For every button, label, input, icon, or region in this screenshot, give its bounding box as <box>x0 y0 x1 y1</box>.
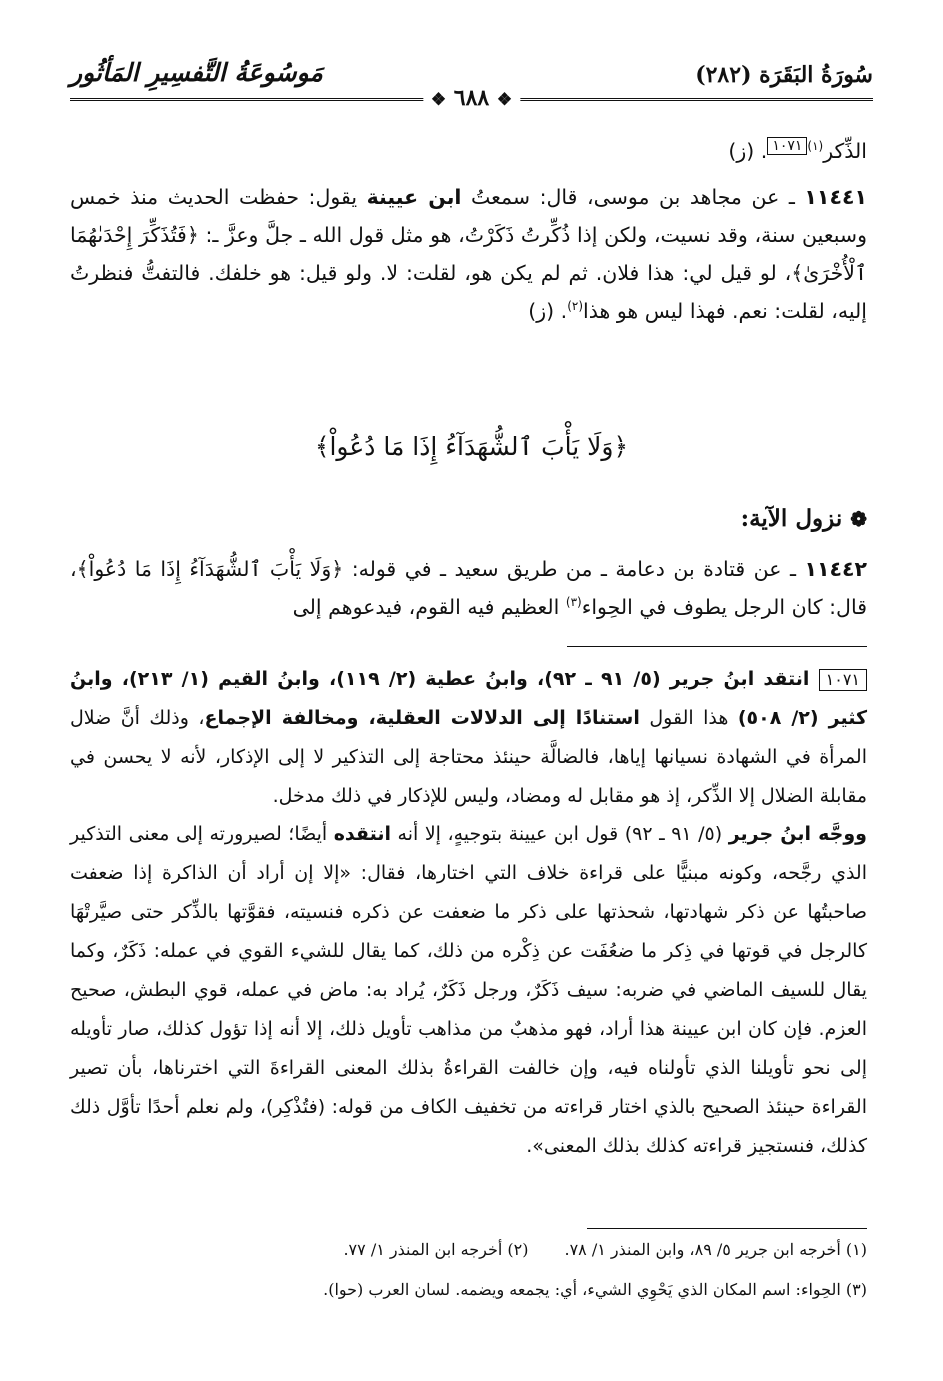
ornament-icon: ❖ <box>496 90 513 110</box>
footnote-ref: (٣) <box>565 595 582 610</box>
footnote-2: (٢) أخرجه ابن المنذر ١/ ٧٧. <box>343 1240 529 1259</box>
ornament-icon: ❖ <box>430 90 447 110</box>
commentary-para-2: ووجَّه ابنُ جرير (٥/ ٩١ ـ ٩٢) قول ابن عيينة بتوجيهٍ، إلا أنه انتقده أيضًا؛ لصيرورته إلى معنى التذكير الذي رجَّحه، وكونه مبنيًّا على قراءة خلاف التي اختارها، فقال: «إلا إن أراد أن الذاكرة إذا ضعفت صاحبتُها عن ذكر شهادتها، شحذتها على ذكر ما ضعفت عن ذكره فنسيته، فقوَّتها بالذِّكر حتى صيَّرتْهَا كالرجل في قوتها في ذِكر ما ضعُفَت عن ذِكْره من ذلك، كما يقال للشيء القوي في عمله: ذَكَرٌ، وكما يقال للسيف الماضي في ضربه: سيف ذَكَرٌ، ورجل ذَكَرٌ، يُراد به: ماض في عمله، قوي البطش، صحيح العزم. فإن كان ابن عيينة هذا أراد، فهو مذهبٌ من مذاهب تأويل ذلك، إلا أنه إذا تؤول كذلك، صار تأويله إلى نحو تأويلنا الذي تأولناه فيه، وإن خالفت القراءةُ بذلك المعنى القراءةَ التي اخترناها، بأن تصير القراءة حينئذ الصحيح بالذي اختار قراءته من تخفيف الكاف من قوله: (فتُذْكِر)، ولم نعلم أحدًا تأوَّل ذلك كذلك، فنستجيز قراءته كذلك بذلك المعنى». <box>70 823 867 1157</box>
surah-title: سُورَةُ البَقَرَة (٢٨٢) <box>695 62 873 88</box>
top-line: الذِّكر$^{(١)}$١٠٧١. (ز) <box>728 138 867 163</box>
footnotes-line-1 <box>343 1240 867 1259</box>
commentary-ref-box: ١٠٧١ <box>767 137 807 155</box>
narration-11442: ١١٤٤٢ ـ عن قتادة بن دعامة ـ من طريق سعيد ـ في قوله: ﴿وَلَا يَأْبَ ٱلشُّهَدَآءُ إِذَا مَا دُعُواْ﴾، قال: كان الرجل يطوف في الحِواء$^{(٣)}$ العظيم فيه القوم، فيدعوهم إلى <box>70 557 867 619</box>
narrator-name: ابن عيينة <box>366 185 462 209</box>
footnote-separator <box>587 1228 867 1229</box>
commentary-number-box: ١٠٧١ <box>819 669 867 691</box>
page-number: ٦٨٨ <box>453 85 490 111</box>
narration-11441: ١١٤٤١ ـ عن مجاهد بن موسى، قال: سمعتُ ابن عيينة يقول: حفظت الحديث منذ خمس وسبعين سنة، وقد نسيت، ولكن إذا ذُكِّرتُ ذَكَرْتُ، هو مثل قول الله ـ جلَّ وعزَّ ـ: ﴿فَتُذَكِّرَ إِحْدَىٰهُمَا ٱلْأُخْرَىٰ﴾، لو قيل لي: هذا فلان. ثم لم يكن هو، لقلت: لا. ولو قيل: هو خلفك. فالتفتُّ فنظرتُ إليه، لقلت: نعم. فهذا ليس هو هذا$^{(٢)}$. (ز) <box>70 185 867 323</box>
quran-quote: ﴿فَتُذَكِّرَ إِحْدَىٰهُمَا ٱلْأُخْرَىٰ﴾ <box>70 223 867 285</box>
footnote-ref: (٢) <box>567 299 584 314</box>
narration-number: ١١٤٤١ <box>804 185 867 209</box>
narration-number: ١١٤٤٢ <box>804 557 867 581</box>
verse-heading: ﴿وَلَا يَأْبَ ٱلشُّهَدَآءُ إِذَا مَا دُعُواْ﴾ <box>314 432 629 461</box>
page-header <box>70 58 873 122</box>
section-heading <box>741 505 867 532</box>
page-number-block <box>423 85 520 111</box>
footnote-3: (٣) الحِواء: اسم المكان الذي يَحْوِي الشيء، أي: يجمعه ويضمه. لسان العرب (حوا). <box>323 1280 867 1299</box>
flower-icon: ❁ <box>850 507 867 531</box>
footnote-1: (١) أخرجه ابن جرير ٥/ ٨٩، وابن المنذر ١/ ٧٨. <box>564 1240 867 1259</box>
quran-quote: ﴿وَلَا يَأْبَ ٱلشُّهَدَآءُ إِذَا مَا دُعُواْ﴾ <box>76 557 344 581</box>
footnote-ref: (١) <box>807 139 824 154</box>
book-title: مَوسُوعَةُ التَّفسِيرِ المَأثُور <box>70 58 323 87</box>
section-title: نزول الآية: <box>740 505 843 532</box>
commentary-para-1: ١٠٧١ انتقد ابنُ جرير (٥/ ٩١ ـ ٩٢)، وابنُ عطية (٢/ ١١٩)، وابنُ القيم (١/ ٢١٣)، وابنُ كثير (٢/ ٥٠٨) هذا القول استنادًا إلى الدلالات العقلية، ومخالفة الإجماع، وذلك أنَّ ضلال المرأة في الشهادة نسيانها إياها، فالضالَّة حينئذ محتاجة إلى التذكير لا إلى الإذكار، لأنه لا يحسن في مقابلة الضلال إلا الذِّكر، إذ هو مقابل له ومضاد، وليس للإذكار في ذلك مدخل. <box>70 668 868 807</box>
commentary-separator <box>567 646 867 647</box>
